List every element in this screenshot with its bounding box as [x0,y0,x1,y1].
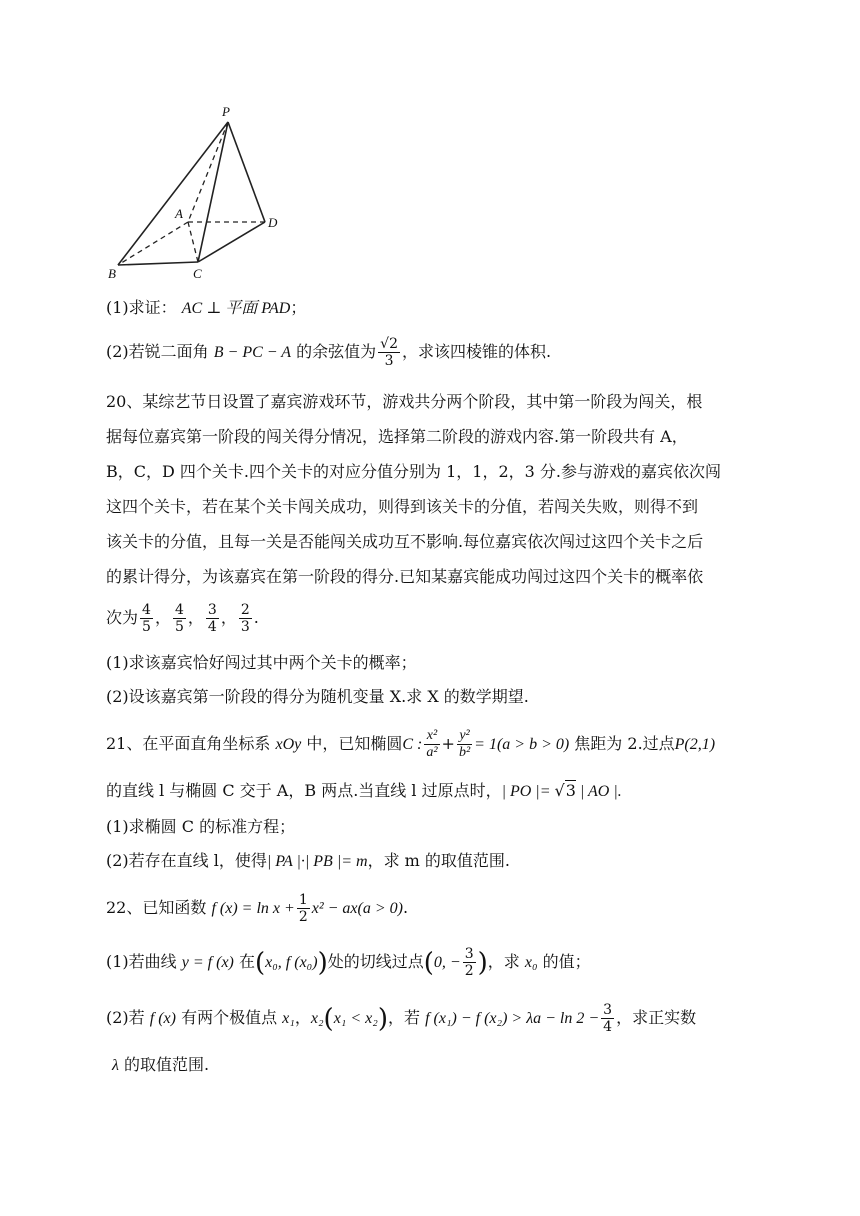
q21-sqrt3: 3 [565,781,576,800]
frac-num: 4 [142,602,151,618]
q22-half [297,892,310,925]
q21-part2 [106,848,510,875]
q21-part1: (1)求椭圆 C 的标准方程； [106,817,296,836]
q20-part1: (1)求该嘉宾恰好闯过其中两个关卡的概率； [106,653,417,672]
frac-num: 3 [207,602,217,618]
q22-fx-rest: x² − ax(a > 0) [311,900,403,917]
q20-part2: (2)设该嘉宾第一阶段的得分为随机变量 X.求 X 的数学期望. [106,687,529,706]
label-c: C [193,266,202,281]
q20-probabilities: 次为 $\frac{4}{5}$ ， $\frac{4}{5}$ ， $\frac{3}{4}$ ， $\frac{2}{3}$ . [106,602,259,635]
q22-p3-rest: 的取值范围. [124,1055,210,1074]
frac-num: √2 [380,336,398,352]
pyramid-figure [100,100,290,285]
prob-fraction [173,602,186,635]
q22-p1-d: 处的切线过点 [327,952,424,971]
q20-line-5: 该关卡的分值，且每一关是否能闯关成功互不影响.每位嘉宾依次闯过这四个关卡之后 [106,532,704,551]
q21-text-c: 焦距为 2.过点 [574,734,675,753]
frac-den: 2 [464,963,474,979]
q22-p1-a: (1)若曲线 [106,952,177,971]
q21-frac-x [424,728,439,761]
q20-line-2: 据每位嘉宾第一阶段的闯关得分情况，选择第二阶段的游戏内容.第一阶段共有 A， [106,427,688,446]
label-d: D [268,215,278,230]
frac-num: 4 [174,602,184,618]
edge-ab [118,222,188,265]
q21-line-1: 21、在平面直角坐标系 xOy 中，已知椭圆C : $\frac{\text{x²}}{\text{a²}}$ + $\frac{\text{y²}}{\text{b²}}$ = 1(a > b > 0) 焦距为 2.过点P(2,1) [106,728,716,760]
q22-p1-f: 的值； [542,952,591,971]
q22-part2-cont [112,1052,209,1079]
edge-pd [228,122,265,222]
q19-part1 [106,295,306,322]
edge-pb [118,122,228,265]
frac-den: 4 [207,619,217,635]
q19-part1-math: AC ⊥ 平面 PAD [181,300,291,317]
edge-bc [118,262,198,265]
q20-line-1: 20、某综艺节日设置了嘉宾游戏环节，游戏共分两个阶段，其中第一阶段为闯关，根 [106,392,703,411]
q22-p2-fx: f (x) [149,1010,176,1027]
frac-den: 4 [603,1019,613,1035]
q21-ao: | AO |. [575,783,622,800]
q22-end: . [402,898,409,917]
q22-p1-curve: y = f (x) [181,954,234,971]
frac-den: 3 [240,619,250,635]
q19-part1-prefix: (1)求证： [106,298,177,317]
frac-den: 5 [142,619,151,635]
q22-p2-x2: x₂ [310,1010,324,1027]
q22-p1-x0: x₀ [524,954,538,971]
q20-line-4: 这四个关卡，若在某个关卡闯关成功，则得到该关卡的分值，若闯关失败，则得不到 [106,497,699,516]
frac-den: 3 [378,352,400,369]
frac-den: 5 [174,619,184,635]
q19-part2-mid: 的余弦值为 [296,342,377,361]
q22-p1-frac [463,946,476,979]
frac-num: 3 [464,946,474,962]
q21-text-b: 中，已知椭圆 [306,734,403,753]
q21-ellipse-cond: = 1(a > b > 0) [474,736,570,753]
q21-part2-math: | PA |·| PB |= m [266,853,368,870]
q22-lambda: λ [112,1057,119,1074]
q22-p2-a: (2)若 [106,1008,145,1027]
q22-p2-frac [601,1002,614,1035]
prob-fraction [239,602,252,635]
q21-point-p: P(2,1) [674,736,716,753]
frac-num: x² [426,728,438,743]
q22-p1-e: ，求 [487,952,520,971]
edge-ac [188,222,198,262]
q22-p2-f: ，求正实数 [616,1008,697,1027]
q22-line-1 [106,892,408,925]
frac-den: b² [458,745,471,760]
frac-num: 3 [603,1002,613,1018]
frac-den: 2 [298,909,308,925]
prob-fraction [206,602,219,635]
q19-part2-end: ，求该四棱锥的体积. [402,342,552,361]
q20-prob-prefix: 次为 [106,608,139,627]
label-p: P [222,104,230,119]
q20-line-3: B，C，D 四个关卡.四个关卡的对应分值分别为 1，1，2，3 分.参与游戏的嘉宾依次闯 [106,462,721,481]
q22-p2-x1: x₁ [282,1010,295,1027]
q22-p1-point2: 0, − [433,954,461,971]
q22-part2: (2)若 f (x) 有两个极值点 x₁，x₂(x₁ < x₂)，若 f (x₁) − f (x₂) > λa − ln 2 − $\frac{3}{4}$ ，求正实数 [106,1002,697,1035]
q22-p2-c: 有两个极值点 [181,1008,278,1027]
q22-text-a: 22、已知函数 [106,898,207,917]
q20-line-6: 的累计得分，为该嘉宾在第一阶段的得分.已知某嘉宾能成功闯过这四个关卡的概率依 [106,567,704,586]
q21-ellipse-c: C : [402,736,423,753]
q22-p2-d: ， [294,1008,311,1027]
prob-fraction [140,602,153,635]
q22-p2-e: ，若 [387,1008,420,1027]
q21-line2-a: 的直线 l 与椭圆 C 交于 A，B 两点.当直线 l 过原点时， [106,781,502,800]
edge-pc [198,122,228,262]
q22-p1-point: x₀, f (x₀) [265,954,318,971]
q21-text-a: 21、在平面直角坐标系 [106,734,271,753]
q21-po: | PO |= [501,783,555,800]
q21-frac-y [457,728,472,761]
edge-pa [188,122,228,222]
frac-num: y² [459,728,470,743]
edge-cd [198,222,265,262]
frac-num: 2 [240,602,250,618]
q22-p2-cond: x₁ < x₂ [333,1010,378,1027]
q19-part2 [106,336,551,369]
q21-part2-a: (2)若存在直线 l，使得 [106,851,267,870]
q21-part2-c: ，求 m 的取值范围. [367,851,510,870]
q22-p2-ineq: f (x₁) − f (x₂) > λa − ln 2 − [425,1010,600,1027]
frac-num: 1 [298,892,308,908]
q22-part1: (1)若曲线 y = f (x) 在(x₀, f (x₀))处的切线过点(0, − $\frac{3}{2}$ )，求 x₀ 的值； [106,946,591,979]
q22-fx: f (x) = ln x + [211,900,295,917]
q21-xoy: xOy [275,736,302,753]
q19-dihedral-angle: B − PC − A [213,344,292,361]
q19-part2-prefix: (2)若锐二面角 [106,342,209,361]
q21-line-2: 的直线 l 与椭圆 C 交于 A，B 两点.当直线 l 过原点时，| PO |= √3 | AO |. [106,781,622,800]
q22-p1-c: 在 [238,952,255,971]
label-b: B [108,266,116,281]
frac-den: a² [426,745,438,760]
label-a: A [175,206,183,221]
q19-part1-end: ； [290,298,307,317]
q19-cosine-fraction [378,336,400,369]
